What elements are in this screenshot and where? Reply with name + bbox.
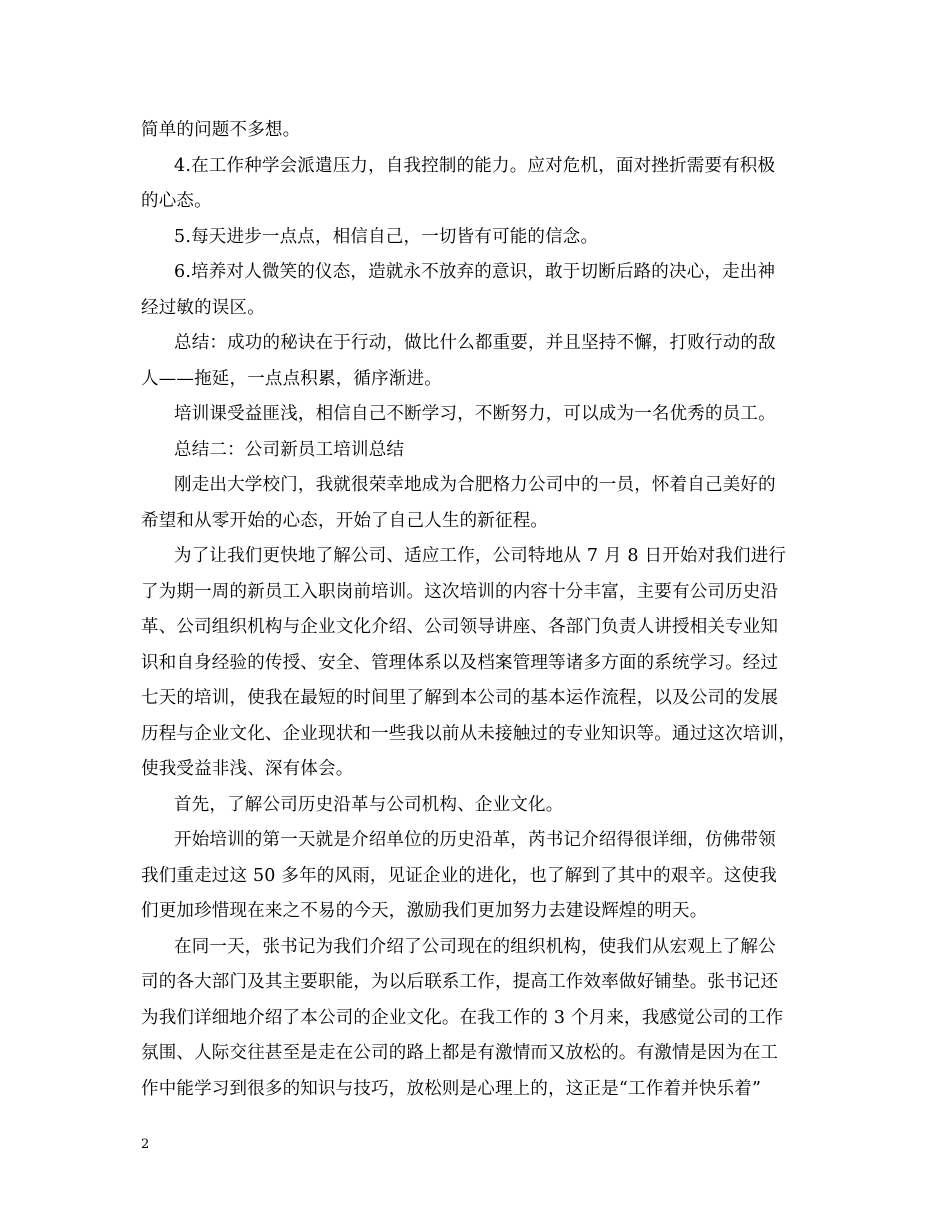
text-line: 氛围、人际交往甚至是走在公司的路上都是有激情而又放松的。有激情是因为在工 [141, 1043, 779, 1063]
text-line: 经过敏的误区。 [141, 297, 265, 318]
text-line: 5.每天进步一点点，相信自己，一切皆有可能的信念。 [174, 226, 599, 247]
text-line: 在同一天，张书记为我们介绍了公司现在的组织机构，使我们从宏观上了解公 [174, 936, 776, 957]
text-line: 希望和从零开始的心态，开始了自己人生的新征程。 [141, 510, 549, 531]
text-line: 作中能学习到很多的知识与技巧，放松则是心理上的，这正是“工作着并快乐着” [141, 1078, 762, 1099]
text-line: 培训课受益匪浅，相信自己不断学习，不断努力，可以成为一名优秀的员工。 [174, 404, 776, 424]
page-number: 2 [141, 1137, 150, 1152]
text-line: 首先，了解公司历史沿革与公司机构、企业文化。 [174, 794, 564, 815]
text-line: 刚走出大学校门，我就很荣幸地成为合肥格力公司中的一员，怀着自己美好的 [174, 475, 776, 495]
text-line: 为我们详细地介绍了本公司的企业文化。在我工作的 3 个月来，我感觉公司的工作 [141, 1007, 784, 1028]
text-line: 七天的培训，使我在最短的时间里了解到本公司的基本运作流程，以及公司的发展 [141, 688, 779, 708]
text-line: 简单的问题不多想。 [141, 120, 301, 140]
text-line: 了为期一周的新员工入职岗前培训。这次培训的内容十分丰富，主要有公司历史沿 [141, 581, 779, 602]
text-line: 为了让我们更快地了解公司、适应工作，公司特地从 7 月 8 日开始对我们进行 [174, 546, 787, 566]
text-line: 历程与企业文化、企业现状和一些我以前从未接触过的专业知识等。通过这次培训， [141, 723, 796, 744]
text-line: 识和自身经验的传授、安全、管理体系以及档案管理等诸多方面的系统学习。经过 [141, 652, 779, 673]
text-line: 们更加珍惜现在来之不易的今天，激励我们更加努力去建设辉煌的明天。 [141, 901, 708, 921]
text-line: 4.在工作种学会派遣压力，自我控制的能力。应对危机，面对挫折需要有积极 [174, 155, 776, 176]
text-line: 开始培训的第一天就是介绍单位的历史沿革，芮书记介绍得很详细，仿佛带领 [174, 830, 776, 850]
text-line: 人——拖延，一点点积累，循序渐进。 [141, 368, 442, 389]
text-line: 我们重走过这 50 多年的风雨，见证企业的进化，也了解到了其中的艰辛。这使我 [141, 865, 777, 886]
text-line: 革、公司组织机构与企业文化介绍、公司领导讲座、各部门负责人讲授相关专业知 [141, 617, 779, 637]
text-line: 的心态。 [141, 191, 212, 211]
text-line: 6.培养对人微笑的仪态，造就永不放弃的意识，敢于切断后路的决心，走出神 [174, 262, 776, 282]
section-heading: 总结二：公司新员工培训总结 [174, 439, 405, 460]
text-line: 使我受益非浅、深有体会。 [141, 759, 354, 779]
document-body [141, 113, 817, 1107]
text-line: 总结：成功的秘诀在于行动，做比什么都重要，并且坚持不懈，打败行动的敌 [174, 333, 776, 353]
text-line: 司的各大部门及其主要职能，为以后联系工作，提高工作效率做好铺垫。张书记还 [141, 972, 779, 992]
